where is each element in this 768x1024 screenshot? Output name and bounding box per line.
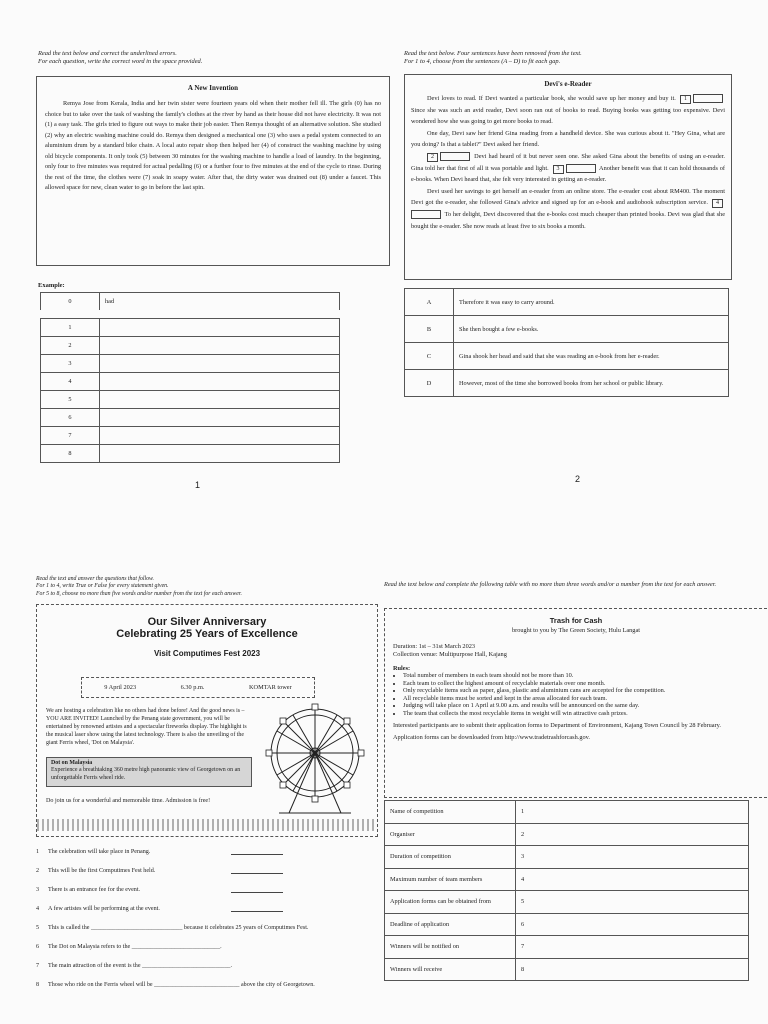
answer-field[interactable] (100, 427, 340, 445)
question-item (36, 886, 366, 894)
question-number: 3 (36, 887, 40, 893)
option-letter: A (405, 289, 454, 316)
dot-on-malaysia-box (46, 757, 252, 787)
instructions: Read the text below and correct the underlined errors. For each question, write the correct word in the space provided. (38, 50, 203, 65)
option-letter: D (405, 370, 454, 397)
question-number: 8 (36, 982, 40, 988)
answer-blank[interactable] (231, 873, 283, 874)
poster-subtitle: Visit Computimes Fest 2023 (153, 649, 261, 658)
answer-blank[interactable] (231, 911, 283, 912)
answer-row (41, 319, 340, 337)
question-number: 1 (36, 849, 40, 855)
answer-field[interactable]: 6 (516, 913, 749, 936)
answer-row (41, 337, 340, 355)
gap-2-blank[interactable] (440, 152, 470, 161)
poster-title-1: Our Silver Anniversary (147, 616, 267, 628)
table-row (385, 846, 749, 869)
page-number: 2 (575, 474, 581, 484)
answer-number: 6 (41, 409, 100, 427)
worksheet-page-2 (392, 0, 768, 512)
question-number: 5 (36, 925, 40, 931)
answer-field[interactable] (100, 355, 340, 373)
passage-text: Remya Jose from Kerala, India and her twin sister were fourteen years old when their mother fell ill. The girls (0) has no choice but to take over the task of washing the family's clothes at the river by hand as their house did not have electricity. It was not (1) a easy task. The girls tried to figure out ways to make their job easier. Then Remya thought of an alternative solution. She studied (2) why an electric washing machine could do. Remya then designed a mechanical one (3) who uses a pedal system connected to an aluminium drum by a standard bike chain. A local auto repair shop then helped her (4) of construct the washing machine by using old bicycle components. It only took (5) between 30 minutes for the washing machine to handle a load of laundry. In the beginning, only four to five minutes was required for actual pedalling (6) or a further four to five minutes at the end of the cycle to rinse. During the rest of the time, the clothes were (7) soak in soapy water. After that, the dirty water was drained out (8) under a faucet. This allowed space for new, clean water to go in before the last spin. (45, 100, 381, 191)
option-row[interactable] (405, 343, 729, 370)
row-label: Maximum number of team members (385, 868, 516, 891)
table-row (385, 801, 749, 824)
table-row (385, 868, 749, 891)
question-text: A few artistes will be performing at the event. (48, 906, 160, 912)
answer-row (41, 409, 340, 427)
answer-number: 5 (41, 391, 100, 409)
notice-download: Application forms can be downloaded from http://www.tradetrashforcash.gov. (393, 733, 590, 741)
answer-field[interactable]: 8 (516, 958, 749, 981)
notice-duration: Duration: 1st – 31st March 2023 (393, 643, 476, 650)
gap-4-blank[interactable] (411, 210, 441, 219)
answer-number: 7 (41, 427, 100, 445)
question-number: 6 (36, 944, 40, 950)
poster-body: We are hosting a celebration like no others had done before! And the good news is – YOU ARE INVITED! Launched by the Penang state government, you will be entertained by renowned artistes and a spectacular fireworks display. The highlight is the musical laser show using the latest technology. There is also the unveiling of the giant Ferris wheel, 'Dot on Malaysia'. (46, 708, 247, 746)
answer-row (41, 391, 340, 409)
row-label: Organiser (385, 823, 516, 846)
question-text: Those who ride on the Ferris wheel will be ____________________________ above the city of Georgetown. (48, 982, 315, 988)
question-item (36, 981, 366, 989)
option-letter: C (405, 343, 454, 370)
event-details (81, 677, 315, 698)
event-date: 9 April 2023 (104, 684, 137, 691)
notice-subtitle: brought to you by The Green Society, Hulu Langat (511, 627, 640, 634)
answer-field[interactable]: 3 (516, 846, 749, 869)
dot-text: Experience a breathtaking 360 metre high panoramic view of Georgetown on an unforgettable Ferris wheel ride. (51, 767, 241, 781)
trash-for-cash-notice (384, 608, 767, 798)
worksheet-page-3 (0, 512, 384, 1024)
option-text: She then bought a few e-books. (454, 316, 729, 343)
worksheet-page-4 (384, 512, 768, 1024)
answer-field[interactable]: 7 (516, 936, 749, 959)
notice-apply: Interested participants are to submit their application forms to Department of Environment, Kajang Town Council by 28 February. (393, 721, 721, 729)
table-row (385, 936, 749, 959)
answer-number: 4 (41, 373, 100, 391)
option-row[interactable] (405, 370, 729, 397)
gap-3-blank[interactable] (566, 164, 596, 173)
question-text: The celebration will take place in Penang. (48, 849, 151, 855)
notice-venue: Collection venue: Multipurpose Hall, Kajang (393, 651, 507, 658)
row-label: Application forms can be obtained from (385, 891, 516, 914)
page-number: 1 (195, 480, 201, 490)
instructions: Read the text and answer the questions that follow. For 1 to 4, write True or False for every statement given. For 5 to 8, choose no more than five words and/or number from the text for each answer. (36, 576, 242, 597)
row-label: Deadline of application (385, 913, 516, 936)
table-row (385, 958, 749, 981)
rule-item: • Total number of members in each team should not be more than 10. (403, 672, 759, 680)
answer-field[interactable] (100, 319, 340, 337)
event-time: 6.30 p.m. (180, 684, 205, 691)
rule-item: • Each team to collect the highest amount of recyclable materials over one month. (403, 680, 759, 688)
dot-title: Dot on Malaysia (51, 760, 93, 766)
answer-blank[interactable] (231, 854, 283, 855)
rule-item: • The team that collects the most recyclable items in weight will win attractive cash prizes. (403, 710, 759, 718)
gap-1-blank[interactable] (693, 94, 723, 103)
answer-field[interactable] (100, 391, 340, 409)
answer-field[interactable]: 4 (516, 868, 749, 891)
instructions: Read the text below and complete the following table with no more than three words and/or a number from the text for each answer. (384, 581, 717, 588)
answer-field[interactable] (100, 409, 340, 427)
option-row[interactable] (405, 316, 729, 343)
answer-field[interactable] (100, 373, 340, 391)
rules-label: Rules: (393, 665, 411, 672)
question-text: This will be the first Computimes Fest held. (48, 868, 156, 874)
answer-row (41, 293, 340, 313)
question-item (36, 867, 366, 875)
question-item (36, 848, 366, 856)
question-text: This is called the ______________________________ because it celebrates 25 years of Computimes Fest. (48, 925, 309, 931)
passage-title: Devi's e-Reader (544, 80, 592, 88)
answer-number: 1 (41, 319, 100, 337)
answer-table (40, 292, 340, 463)
rule-item: • Only recyclable items such as paper, glass, plastic and aluminium cans are accepted for the competition. (403, 687, 759, 695)
instructions: Read the text below. Four sentences have been removed from the text. For 1 to 4, choose from the sentences (A – D) to fit each gap. (404, 50, 582, 65)
passage-box (404, 74, 732, 280)
answer-field[interactable] (100, 445, 340, 463)
event-venue: KOMTAR tower (249, 684, 292, 691)
gap-2-box[interactable]: 2 (427, 153, 438, 162)
answer-row (41, 445, 340, 463)
answer-number: 2 (41, 337, 100, 355)
answer-number: 8 (41, 445, 100, 463)
question-number: 4 (36, 906, 40, 912)
answer-row (41, 373, 340, 391)
gap-3-box[interactable]: 3 (553, 165, 564, 174)
answer-field[interactable]: 1 (516, 801, 749, 824)
question-text: The main attraction of the event is the _____________________________. (48, 963, 232, 969)
answer-number: 3 (41, 355, 100, 373)
rule-item: • All recyclable items must be sorted and kept in the areas allocated for each team. (403, 695, 759, 703)
worksheet-page-1 (0, 0, 392, 512)
gap-4-box[interactable]: 4 (712, 199, 723, 208)
example-label: Example: (38, 282, 65, 289)
options-table (404, 288, 729, 397)
option-letter: B (405, 316, 454, 343)
answer-number: 0 (41, 293, 100, 313)
completion-table (384, 800, 749, 981)
answer-row (41, 355, 340, 373)
option-text: However, most of the time she borrowed books from her school or public library. (454, 370, 729, 397)
passage-title: A New Invention (187, 84, 239, 92)
table-row (385, 913, 749, 936)
row-label: Winners will receive (385, 958, 516, 981)
ferris-wheel-illustration (259, 701, 371, 821)
rule-item: • Judging will take place on 1 April at 9.00 a.m. and results will be announced on the same day. (403, 702, 759, 710)
question-item (36, 924, 366, 932)
question-text: The Dot on Malaysia refers to the _____________________________. (48, 944, 222, 950)
event-poster (36, 604, 378, 837)
option-row[interactable] (405, 289, 729, 316)
answer-blank[interactable] (231, 892, 283, 893)
row-label: Winners will be notified on (385, 936, 516, 959)
option-text: Gina shook her head and said that she was reading an e-book from her e-reader. (454, 343, 729, 370)
answer-field[interactable] (100, 337, 340, 355)
gap-1-box[interactable]: 1 (680, 95, 691, 104)
table-row (385, 823, 749, 846)
passage-text: Devi loves to read. If Devi wanted a particular book, she would save up her money and buy it. 1 Since she was such an avid reader, Devi soon ran out of books to read. Buying books was getting too expensive. Devi wondered how she was going to get more books to read. One day, Devi saw her friend Gina reading from a handheld device. She was curious about it. "Hey Gina, what are you doing? Is that a tablet?" Devi asked her friend. 2 Devi had heard of it but never seen one. She asked Gina about the benefits of using an e-reader. Gina told her that first of all it was portable and light. 3 Another benefit was that it can hold thousands of e-books. When Devi heard that, she felt very interested in getting an e-reader. Devi used her savings to get herself an e-reader from an online store. The e-reader cost about RM400. The moment Devi got the e-reader, she followed Gina's advice and signed up for an e-book and audiobook subscription service. 4 To her delight, Devi discovered that the e-books cost much cheaper than printed books. Devi was glad that she bought the e-reader. She now reads at least five to six books a month. (411, 95, 726, 230)
answer-field[interactable]: had (100, 293, 340, 313)
question-item (36, 943, 366, 951)
row-label: Name of competition (385, 801, 516, 824)
table-row (385, 891, 749, 914)
question-number: 2 (36, 868, 40, 874)
question-item (36, 962, 366, 970)
passage-box (36, 76, 390, 266)
answer-field[interactable]: 5 (516, 891, 749, 914)
question-text: There is an entrance fee for the event. (48, 887, 141, 893)
question-number: 7 (36, 963, 40, 969)
answer-row (41, 427, 340, 445)
notice-title: Trash for Cash (549, 616, 603, 625)
option-text: Therefore it was easy to carry around. (454, 289, 729, 316)
rules-list (393, 672, 759, 718)
answer-field[interactable]: 2 (516, 823, 749, 846)
row-label: Duration of competition (385, 846, 516, 869)
poster-footer: Do join us for a wonderful and memorable time. Admission is free! (46, 798, 211, 804)
question-item (36, 905, 366, 913)
poster-title-2: Celebrating 25 Years of Excellence (116, 628, 298, 640)
